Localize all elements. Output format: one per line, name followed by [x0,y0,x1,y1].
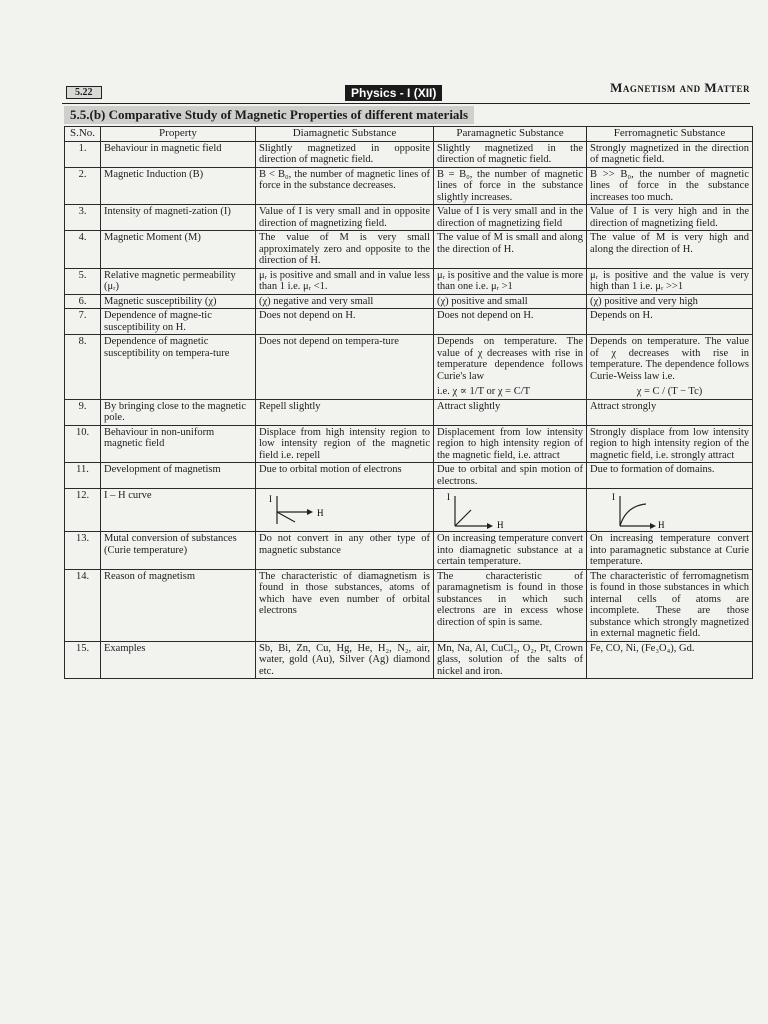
row-ferromagnetic-text: Depends on temperature. The value of χ decreases with rise in temperature. The dependence follows Curie-Weiss law i.e. [590,336,749,382]
book-label: Physics - I (XII) [345,85,442,101]
row-diamagnetic: Do not convert in any other type of magnetic substance [256,532,434,570]
table-row [65,231,753,269]
row-property: Magnetic susceptibility (χ) [101,294,256,309]
curie-prefix: i.e. [437,386,450,397]
row-sno: 4. [65,231,101,269]
table-row [65,399,753,425]
table-row [65,463,753,489]
row-property: Magnetic Moment (M) [101,231,256,269]
table-row [65,425,753,463]
table-row [65,335,753,400]
curve-y-label: I [612,492,615,502]
curve-x-label: H [658,520,665,530]
row-sno: 6. [65,294,101,309]
row-ferromagnetic: Strongly magnetized in the direction of magnetic field. [587,141,753,167]
row-diamagnetic: Does not depend on tempera-ture [256,335,434,400]
col-header-ferromagnetic: Ferromagnetic Substance [587,127,753,142]
row-property: Relative magnetic permeability (μᵣ) [101,268,256,294]
header-row [65,127,753,142]
row-ferromagnetic: Strongly displace from low intensity region to high intensity region of the magnetic field, i.e. strongly attract [587,425,753,463]
row-sno: 2. [65,167,101,205]
row-ferromagnetic: The value of M is very high and along the direction of H. [587,231,753,269]
curie-weiss-formula: χ = C / (T − Tc) [636,386,703,397]
row-sno: 11. [65,463,101,489]
row-property: Mutal conversion of substances (Curie temperature) [101,532,256,570]
col-header-property: Property [101,127,256,142]
row-ferromagnetic: Attract strongly [587,399,753,425]
row-diamagnetic: B < B₀, the number of magnetic lines of force in the substance decreases. [256,167,434,205]
row-diamagnetic: μᵣ is positive and small and in value less than 1 i.e. μᵣ <1. [256,268,434,294]
row-property: Development of magnetism [101,463,256,489]
page-number: 5.22 [66,86,102,99]
diamagnetic-ih-curve [256,489,434,532]
row-property: Dependence of magnetic susceptibility on tempera-ture [101,335,256,400]
row-diamagnetic: Slightly magnetized in opposite direction of magnetic field. [256,141,434,167]
row-sno: 13. [65,532,101,570]
row-property: By bringing close to the magnetic pole. [101,399,256,425]
row-property: Reason of magnetism [101,569,256,641]
row-sno: 9. [65,399,101,425]
curve-y-label: I [447,492,450,502]
row-ferromagnetic: Fe, CO, Ni, (Fe₃O₄), Gd. [587,641,753,679]
row-diamagnetic: The characteristic of diamagnetism is found in those substances, atoms of which have even number of orbital electrons [256,569,434,641]
row-paramagnetic: Displacement from low intensity region to high intensity region of the magnetic field, i.e. attract [434,425,587,463]
row-paramagnetic: Slightly magnetized in the direction of magnetic field. [434,141,587,167]
table-row [65,489,753,532]
row-diamagnetic: Does not depend on H. [256,309,434,335]
row-ferromagnetic: (χ) positive and very high [587,294,753,309]
table-row [65,569,753,641]
table-row [65,294,753,309]
row-property: Behaviour in magnetic field [101,141,256,167]
row-paramagnetic: Attract slightly [434,399,587,425]
table-row [65,641,753,679]
row-sno: 8. [65,335,101,400]
row-ferromagnetic: Due to formation of domains. [587,463,753,489]
table-row [65,205,753,231]
row-diamagnetic: Repell slightly [256,399,434,425]
row-sno: 14. [65,569,101,641]
table-row [65,532,753,570]
row-diamagnetic: Displace from high intensity region to low intensity region of the magnetic field i.e. repell [256,425,434,463]
row-sno: 5. [65,268,101,294]
row-diamagnetic: (χ) negative and very small [256,294,434,309]
curve-y-label: I [269,494,272,504]
ferromagnetic-ih-curve [587,489,753,532]
row-paramagnetic: The characteristic of paramagnetism is found in those substances in which such electrons are in excess whose direction of spin is same. [434,569,587,641]
row-diamagnetic: The value of M is very small approximately zero and opposite to the direction of H. [256,231,434,269]
row-paramagnetic: On increasing temperature convert into diamagnetic substance at a certain temperature. [434,532,587,570]
row-sno: 7. [65,309,101,335]
row-property: Dependence of magne-tic susceptibility on H. [101,309,256,335]
row-diamagnetic: Sb, Bi, Zn, Cu, Hg, He, H₂, N₂, air, water, gold (Au), Silver (Ag) diamond etc. [256,641,434,679]
row-ferromagnetic: B >> B₀, the number of magnetic lines of force in the substance increases too much. [587,167,753,205]
row-paramagnetic: Does not depend on H. [434,309,587,335]
row-paramagnetic: Due to orbital and spin motion of electrons. [434,463,587,489]
row-paramagnetic: Value of I is very small and in the direction of magnetizing field [434,205,587,231]
curie-law-formula: χ ∝ 1/T or χ = C/T [452,386,531,397]
row-property: Magnetic Induction (B) [101,167,256,205]
row-paramagnetic: B = B₀, the number of magnetic lines of force in the substance slightly increases. [434,167,587,205]
row-ferromagnetic [587,335,753,400]
col-header-paramagnetic: Paramagnetic Substance [434,127,587,142]
row-ferromagnetic: μᵣ is positive and the value is very high than 1 i.e. μᵣ >>1 [587,268,753,294]
row-ferromagnetic: The characteristic of ferromagnetism is found in those substances in which internal cells of atoms are incomplete. These are those substance which strongly magnetized in external magnetic field. [587,569,753,641]
row-paramagnetic: (χ) positive and small [434,294,587,309]
table-row [65,167,753,205]
row-paramagnetic: The value of M is small and along the direction of H. [434,231,587,269]
row-sno: 15. [65,641,101,679]
col-header-diamagnetic: Diamagnetic Substance [256,127,434,142]
row-ferromagnetic: Depends on H. [587,309,753,335]
comparison-table [64,126,753,679]
row-property: Intensity of magneti-zation (I) [101,205,256,231]
row-property: Examples [101,641,256,679]
row-paramagnetic: μᵣ is positive and the value is more than one i.e. μᵣ >1 [434,268,587,294]
curve-x-label: H [317,508,324,518]
table-row [65,309,753,335]
row-diamagnetic: Due to orbital motion of electrons [256,463,434,489]
row-ferromagnetic: Value of I is very high and in the direction of magnetizing field. [587,205,753,231]
row-paramagnetic: Mn, Na, Al, CuCl₂, O₂, Pt, Crown glass, solution of the salts of nickel and iron. [434,641,587,679]
curve-x-label: H [497,520,504,530]
row-property: Behaviour in non-uniform magnetic field [101,425,256,463]
row-paramagnetic [434,335,587,400]
paramagnetic-ih-curve [434,489,587,532]
row-sno: 3. [65,205,101,231]
row-sno: 12. [65,489,101,532]
chapter-title: Magnetism and Matter [610,80,750,95]
row-diamagnetic: Value of I is very small and in opposite direction of magnetizing field. [256,205,434,231]
col-header-sno: S.No. [65,127,101,142]
row-ferromagnetic: On increasing temperature convert into paramagnetic substance at Curie temperature. [587,532,753,570]
table-row [65,268,753,294]
row-paramagnetic-text: Depends on temperature. The value of χ decreases with rise in temperature dependence follows Curie's law [437,336,583,382]
table-row [65,141,753,167]
row-property: I – H curve [101,489,256,532]
row-sno: 1. [65,141,101,167]
row-sno: 10. [65,425,101,463]
section-heading: 5.5.(b) Comparative Study of Magnetic Properties of different materials [64,106,474,124]
header-rule [62,103,750,104]
